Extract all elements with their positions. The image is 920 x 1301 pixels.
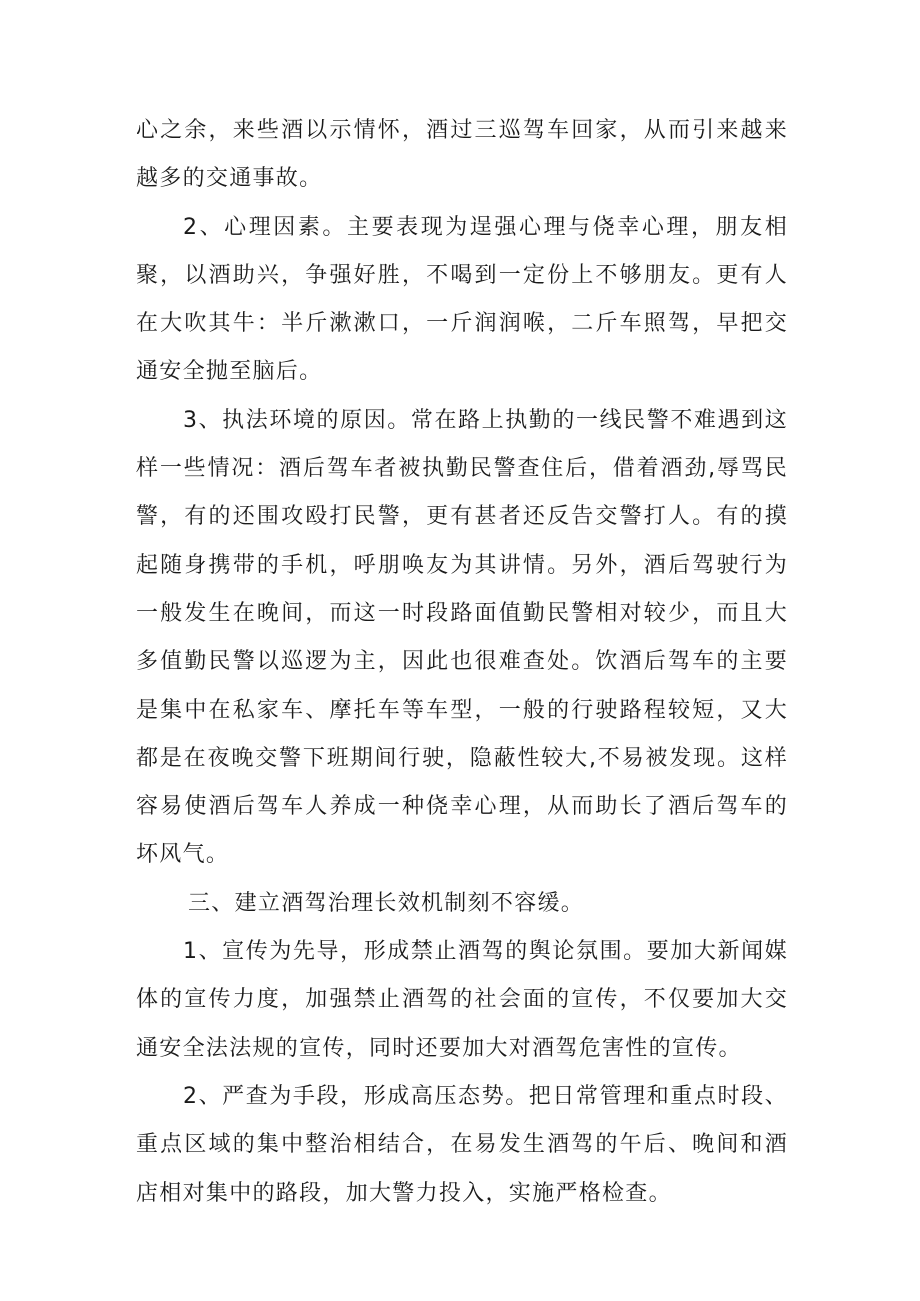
paragraph-continuation: 心之余，来些酒以示情怀，酒过三巡驾车回家，从而引来越来越多的交通事故。 xyxy=(136,118,788,192)
section-heading-three: 三、建立酒驾治理长效机制刻不容缓。 xyxy=(188,890,585,916)
paragraph-enforcement-environment: 3、执法环境的原因。常在路上执勤的一线民警不难遇到这样一些情况：酒后驾车者被执勤民警查住后，借着酒劲,辱骂民警，有的还围攻殴打民警，更有甚者还反告交警打人。有的摸起随身携带的手机，呼朋唤友为其讲情。另外，酒后驾驶行为一般发生在晚间，而这一时段路面值勤民警相对较少，而且大多值勤民警以巡逻为主，因此也很难查处。饮酒后驾车的主要是集中在私家车、摩托车等车型，一般的行驶路程较短，又大都是在夜晚交警下班期间行驶，隐蔽性较大,不易被发现。这样容易使酒后驾车人养成一种侥幸心理，从而助长了酒后驾车的坏风气。 xyxy=(136,407,788,868)
paragraph-publicity: 1、宣传为先导，形成禁止酒驾的舆论氛围。要加大新闻媒体的宣传力度，加强禁止酒驾的社会面的宣传，不仅要加大交通安全法法规的宣传，同时还要加大对酒驾危害性的宣传。 xyxy=(136,939,788,1061)
document-page xyxy=(136,107,788,1218)
paragraph-strict-inspection: 2、严查为手段，形成高压态势。把日常管理和重点时段、重点区域的集中整治相结合，在易发生酒驾的午后、晚间和酒店相对集中的路段，加大警力投入，实施严格检查。 xyxy=(136,1083,788,1206)
paragraph-psychological-factors: 2、心理因素。主要表现为逞强心理与侥幸心理，朋友相聚，以酒助兴，争强好胜，不喝到一定份上不够朋友。更有人在大吹其牛：半斤漱漱口，一斤润润喉，二斤车照驾，早把交通安全抛至脑后。 xyxy=(136,214,788,385)
